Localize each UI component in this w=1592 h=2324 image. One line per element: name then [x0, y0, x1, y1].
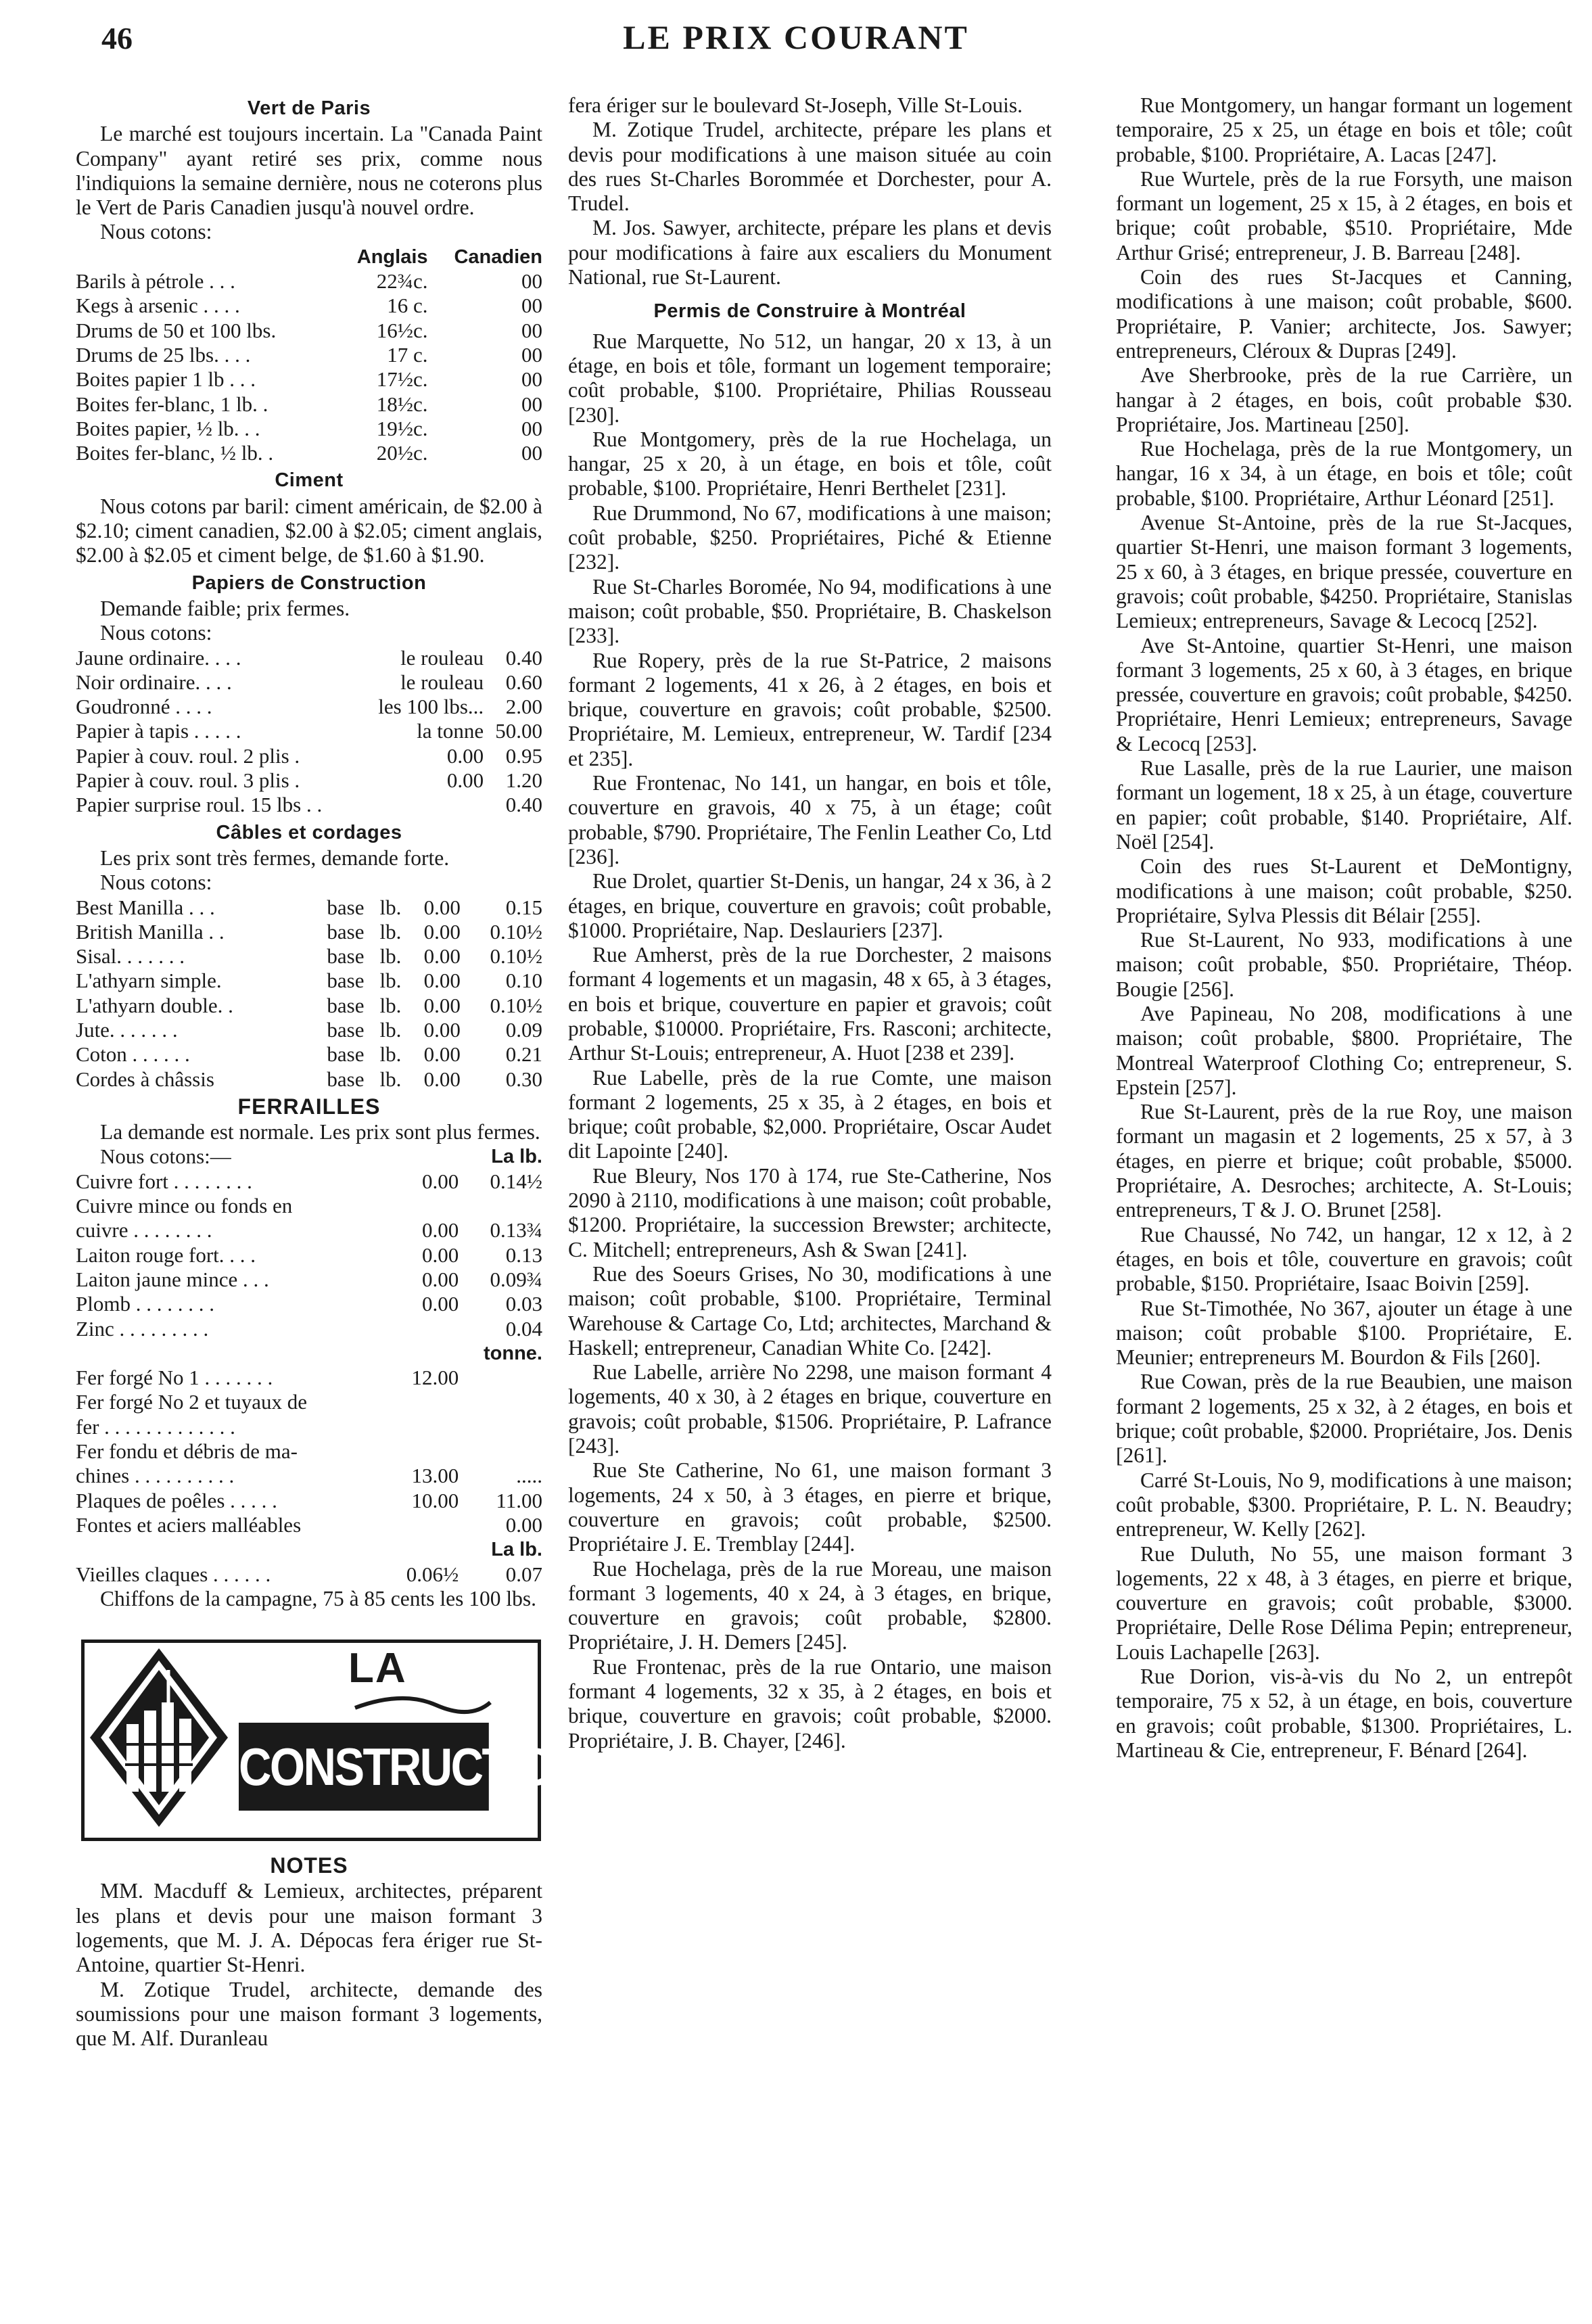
price-min: 0.00 — [421, 1292, 459, 1316]
price-row — [76, 1067, 542, 1092]
price-max: 0.13¾ — [490, 1218, 542, 1242]
price-canadien: 00 — [521, 294, 542, 318]
price-min — [383, 1439, 459, 1464]
product-label: fer . . . . . . . . . . . . . — [76, 1414, 235, 1439]
price-canadien: 00 — [521, 318, 542, 342]
permit-entry: Rue St-Laurent, No 933, modifications à une maison; coût probable, $50. Propriétaire, Théop. Bougie [256]. — [1116, 928, 1572, 1001]
product-label: Papier à tapis . . . . . — [76, 719, 241, 743]
permit-entry: Rue Drummond, No 67, modifications à une maison; coût probable, $250. Propriétaires, Piché & Etienne [232]. — [568, 501, 1052, 574]
price-row — [76, 343, 542, 367]
price-value: 50.00 — [495, 719, 542, 743]
product-label: Fer fondu et débris de ma- — [76, 1439, 298, 1464]
price-base: base — [327, 1017, 365, 1042]
product-label: Papier à couv. roul. 2 plis . — [76, 743, 300, 768]
section-heading-permis: Permis de Construire à Montréal — [653, 300, 966, 323]
price-unit: lb. — [379, 1042, 402, 1067]
ferrailles-lb2-header — [76, 1537, 542, 1562]
nous-cotons-label: Nous cotons: — [100, 220, 212, 244]
price-anglais: 18½c. — [376, 392, 428, 416]
price-base: base — [327, 1042, 365, 1067]
price-unit: lb. — [379, 993, 402, 1017]
papiers-text: Demande faible; prix fermes. — [100, 596, 350, 620]
section-heading-ferrailles: FERRAILLES — [237, 1094, 381, 1119]
price-min: 13.00 — [411, 1464, 459, 1488]
product-label: Jaune ordinaire. . . . — [76, 645, 241, 670]
notes-continuation: fera ériger sur le boulevard St-Joseph, Ville St-Louis. — [568, 93, 1023, 117]
price-row — [76, 1218, 542, 1242]
price-max: 0.09¾ — [490, 1267, 542, 1291]
price-canadien: 00 — [521, 342, 542, 367]
price-row — [76, 1562, 542, 1587]
permit-entry: Rue Labelle, arrière No 2298, une maison formant 4 logements, 40 x 30, à 2 étages en brique, couverture en gravois; coût probable, $1506. Propriétaire, P. Lafrance [243]. — [568, 1360, 1052, 1458]
price-max: 0.10½ — [490, 944, 542, 969]
permit-entry: Coin des rues St-Jacques et Canning, modifications à une maison; coût probable, $600. Propriétaire, P. Vanier; architecte, Jos. Sawyer; entrepreneurs, Cléroux & Dupras [249]. — [1116, 265, 1572, 363]
price-max: 0.03 — [505, 1292, 542, 1316]
price-min: 0.00 — [421, 1169, 459, 1193]
vert-table-header — [76, 245, 542, 269]
price-min: 0.00 — [423, 895, 461, 919]
permit-entry: Rue St-Charles Boromée, No 94, modifications à une maison; coût probable, $50. Propriétaire, B. Chaskelson [233]. — [568, 574, 1052, 648]
unit-la-lb: La lb. — [491, 1539, 542, 1561]
product-label: British Manilla . . — [76, 919, 225, 944]
product-label: Kegs à arsenic . . . . — [76, 294, 240, 318]
price-row — [76, 1169, 542, 1194]
price-row — [76, 1243, 542, 1268]
price-row — [76, 1018, 542, 1042]
price-row — [76, 1489, 542, 1513]
price-row — [76, 793, 542, 817]
product-label: L'athyarn simple. — [76, 969, 222, 993]
price-unit: lb. — [379, 969, 402, 993]
price-max — [459, 1390, 542, 1414]
column-anglais-header: Anglais — [356, 246, 428, 268]
permit-entry: Rue Duluth, No 55, une maison formant 3 logements, 22 x 48, à 3 étages, en pierre et brique, couverture en gravois; coût probable, $3000. Propriétaire, Delle Rose Délima Pepin; entrepreneur, Louis Lachapelle [263]. — [1116, 1541, 1572, 1664]
price-min: 0.00 — [423, 1067, 461, 1091]
column-permits-continued — [1116, 93, 1572, 1763]
price-row — [76, 441, 542, 465]
permit-entry: Rue Montgomery, près de la rue Hochelaga, un hangar, 25 x 20, à un étage, en bois et tôle, coût probable, $100. Propriétaire, Henri Berthelet [231]. — [568, 427, 1052, 501]
product-label: Drums de 25 lbs. . . . — [76, 342, 251, 367]
permit-entry: Rue Montgomery, un hangar formant un logement temporaire, 25 x 25, un étage en bois et tôle; coût probable, $100. Propriétaire, A. Lacas [247]. — [1116, 93, 1572, 166]
price-row — [76, 920, 542, 944]
price-unit: lb. — [379, 1017, 402, 1042]
product-label: Noir ordinaire. . . . — [76, 670, 232, 694]
permit-entry: Coin des rues St-Laurent et DeMontigny, modifications à une maison; coût probable, $250. Propriétaire, Sylva Plessis dit Bélair [255]. — [1116, 854, 1572, 927]
price-max: 0.13 — [505, 1242, 542, 1267]
section-heading-notes: NOTES — [270, 1853, 348, 1878]
product-label: Cordes à châssis — [76, 1067, 214, 1091]
price-max — [459, 1194, 542, 1218]
price-unit: lb. — [379, 1067, 402, 1091]
nous-cotons-label: Nous cotons:— — [100, 1144, 231, 1169]
price-min: 10.00 — [411, 1488, 459, 1512]
notes-paragraph: M. Zotique Trudel, architecte, prépare les plans et devis pour modifications à une maison située au coin des rues St-Charles Borommée et Dorchester, pour A. Trudel. — [568, 118, 1052, 216]
price-row — [76, 269, 542, 294]
price-row — [76, 1042, 542, 1067]
price-max: 0.14½ — [490, 1169, 542, 1193]
price-anglais: 16 c. — [387, 294, 428, 318]
price-min — [383, 1513, 459, 1537]
price-row — [76, 392, 542, 417]
price-row — [76, 1366, 542, 1390]
cables-table — [76, 896, 542, 1092]
price-anglais: 22¾c. — [376, 269, 428, 294]
price-min: 0.00 — [423, 919, 461, 944]
product-label: cuivre . . . . . . . . — [76, 1218, 212, 1242]
price-anglais: 17½c. — [376, 367, 428, 392]
product-label: Papier à couv. roul. 3 plis . — [76, 768, 300, 793]
price-min: 12.00 — [411, 1366, 459, 1390]
permit-entry: Rue Amherst, près de la rue Dorchester, 2 maisons formant 4 logements et un magasin, 48 x 65, à 3 étages, en bois et brique, couverture en papier et gravois; coût probable, $10000. Propriétaire, Frs. Rasconi; architecte, Arthur St-Louis; entrepreneur, A. Huot [238 et 239]. — [568, 943, 1052, 1065]
vert-de-paris-table — [76, 245, 542, 466]
price-max: 0.10½ — [490, 993, 542, 1017]
price-base: base — [327, 919, 365, 944]
price-row — [76, 994, 542, 1018]
permit-entry: Ave St-Antoine, quartier St-Henri, une maison formant 3 logements, 25 x 60, à 3 étages, en brique pressée, couverture en gravois; coût probable, $4250. Propriétaire, Henri Lemieux; entrepreneurs, Savage & Lecocq [253]. — [1116, 633, 1572, 756]
product-label: Best Manilla . . . — [76, 895, 215, 919]
price-anglais: 19½c. — [376, 416, 428, 440]
ad-construction-text: CONSTRUCTION — [239, 1723, 489, 1811]
product-label: Plaques de poêles . . . . . — [76, 1488, 277, 1512]
price-row — [76, 896, 542, 920]
price-anglais: 17 c. — [387, 342, 428, 367]
section-heading-vert-de-paris: Vert de Paris — [247, 97, 371, 119]
ferrailles-header-row — [76, 1144, 542, 1169]
product-label: Goudronné . . . . — [76, 695, 212, 719]
price-max: 0.09 — [505, 1017, 542, 1042]
ferrailles-table — [76, 1144, 542, 1586]
price-unit: lb. — [379, 919, 402, 944]
permit-entry: Rue St-Timothée, No 367, ajouter un étage à une maison; coût probable $100. Propriétaire, E. Meunier; entrepreneurs M. Bourdon & Fils [260]. — [1116, 1296, 1572, 1370]
product-label: Drums de 50 et 100 lbs. — [76, 318, 277, 342]
nous-cotons-label: Nous cotons: — [100, 621, 212, 645]
price-max: 11.00 — [496, 1488, 542, 1512]
product-label: Vieilles claques . . . . . . — [76, 1562, 271, 1586]
vert-de-paris-text: Le marché est toujours incertain. La "Canada Paint Company" ayant retiré ses prix, comme nous l'indiquions la semaine dernière, nous ne coterons plus le Vert de Paris Canadien jusqu'à nouvel ordre. — [76, 122, 542, 220]
la-construction-advertisement — [81, 1640, 584, 1841]
price-min — [383, 1415, 459, 1439]
price-row — [76, 294, 542, 318]
price-max: ..... — [516, 1464, 542, 1488]
permit-list — [1116, 93, 1572, 1763]
price-row — [76, 646, 542, 670]
notes-paragraph: MM. Macduff & Lemieux, architectes, préparent les plans et devis pour une maison formant 3 logements, que M. J. A. Dépocas fera ériger rue St-Antoine, quartier St-Henri. — [76, 1879, 542, 1977]
price-unit: lb. — [379, 944, 402, 969]
permit-entry: Rue Dorion, vis-à-vis du No 2, un entrepôt temporaire, 75 x 52, à un étage, en bois, couverture en gravois; coût probable, $1300. Propriétaires, L. Martineau & Cie, entrepreneur, F. Bénard [264]. — [1116, 1665, 1572, 1762]
price-max — [459, 1439, 542, 1464]
price-row — [76, 1268, 542, 1292]
permit-entry: Rue Lasalle, près de la rue Laurier, une maison formant un logement, 18 x 25, à un étage, couverture en papier; coût probable, $140. Propriétaire, Alf. Noël [254]. — [1116, 756, 1572, 854]
price-min — [383, 1317, 459, 1341]
price-row — [76, 1513, 542, 1537]
price-min: 0.00 — [421, 1267, 459, 1291]
permit-entry: Rue Frontenac, près de la rue Ontario, une maison formant 4 logements, 32 x 35, à 2 étages, en bois et brique, couverture en gravois; coût probable, $2000. Propriétaire, J. B. Chayer, [246]. — [568, 1654, 1052, 1752]
product-label: Jute. . . . . . . — [76, 1017, 178, 1042]
product-label: Plomb . . . . . . . . — [76, 1292, 214, 1316]
price-row — [76, 319, 542, 343]
cables-text: Les prix sont très fermes, demande forte. — [100, 845, 450, 870]
product-label: Sisal. . . . . . . — [76, 944, 185, 969]
papiers-table — [76, 646, 542, 818]
price-row — [76, 367, 542, 392]
price-unit: 0.00 — [446, 768, 484, 793]
price-row — [76, 1415, 542, 1439]
ferrailles-tonne-header — [76, 1341, 542, 1366]
product-label: Zinc . . . . . . . . . — [76, 1316, 209, 1341]
price-unit: le rouleau — [400, 645, 484, 670]
product-label: Boites papier, ½ lb. . . — [76, 416, 260, 440]
permit-entry: Avenue St-Antoine, près de la rue St-Jacques, quartier St-Henri, une maison formant 3 logements, 25 x 60, à 3 étages, en brique pressée, couverture en gravois; coût probable, $4250. Propriétaire, Stanislas Lemieux; entrepreneurs, Savage & Lecocq [252]. — [1116, 511, 1572, 633]
price-min — [383, 1390, 459, 1414]
price-row — [76, 719, 542, 743]
product-label: Laiton jaune mince . . . — [76, 1267, 269, 1291]
price-unit: lb. — [379, 895, 402, 919]
price-value: 1.20 — [505, 768, 542, 793]
price-unit: 0.00 — [446, 743, 484, 768]
price-base: base — [327, 1067, 365, 1091]
price-max: 0.21 — [505, 1042, 542, 1067]
page-header — [0, 0, 1592, 74]
product-label: Cuivre fort . . . . . . . . — [76, 1169, 252, 1193]
price-max: 0.04 — [505, 1316, 542, 1341]
permit-entry: Rue Ste Catherine, No 61, une maison formant 3 logements, 24 x 50, à 3 étages, en pierre et brique, couverture en gravois; coût probable, $2500. Propriétaire J. E. Tremblay [244]. — [568, 1458, 1052, 1556]
price-canadien: 00 — [521, 269, 542, 294]
ad-la-text: LA — [348, 1645, 407, 1692]
price-base: base — [327, 969, 365, 993]
price-unit: la tonne — [417, 719, 484, 743]
running-title: LE PRIX COURANT — [623, 18, 969, 56]
section-heading-papiers: Papiers de Construction — [191, 572, 427, 594]
price-min: 0.00 — [421, 1242, 459, 1267]
product-label: Boites fer-blanc, 1 lb. . — [76, 392, 268, 416]
product-label: Boites papier 1 lb . . . — [76, 367, 256, 392]
column-notes-permits — [568, 93, 1052, 1753]
price-base: base — [327, 895, 365, 919]
price-min: 0.00 — [423, 993, 461, 1017]
price-min: 0.00 — [423, 944, 461, 969]
price-row — [76, 768, 542, 793]
chiffons-text: Chiffons de la campagne, 75 à 85 cents les 100 lbs. — [100, 1586, 537, 1610]
ferrailles-text: La demande est normale. Les prix sont plus fermes. — [100, 1120, 540, 1144]
price-row — [76, 1194, 542, 1218]
permit-entry: Ave Sherbrooke, près de la rue Carrière, un hangar à 2 étages, en bois, coût probable $30. Propriétaire, Jos. Martineau [250]. — [1116, 363, 1572, 436]
price-row — [76, 1292, 542, 1316]
permit-list — [568, 329, 1052, 1753]
permit-entry: Carré St-Louis, No 9, modifications à une maison; coût probable, $300. Propriétaire, P. L. N. Beaudry; entrepreneur, W. Kelly [262]. — [1116, 1468, 1572, 1541]
column-prices — [76, 93, 584, 2051]
price-row — [76, 969, 542, 993]
price-min — [383, 1194, 459, 1218]
price-anglais: 16½c. — [376, 318, 428, 342]
section-heading-ciment: Ciment — [275, 469, 344, 492]
permit-entry: Rue Wurtele, près de la rue Forsyth, une maison formant un logement, 25 x 15, à 2 étages, en bois et brique; coût probable, $510. Propriétaire, Mde Arthur Grisé; entrepreneur, J. B. Barreau [248]. — [1116, 166, 1572, 264]
nous-cotons-label: Nous cotons: — [100, 870, 212, 895]
product-label: Fer forgé No 2 et tuyaux de — [76, 1390, 308, 1414]
product-label: Laiton rouge fort. . . . — [76, 1242, 256, 1267]
price-max: 0.10½ — [490, 919, 542, 944]
product-label: Fontes et aciers malléables — [76, 1512, 302, 1537]
unit-tonne: tonne. — [484, 1342, 542, 1364]
price-min: 0.00 — [423, 969, 461, 993]
price-row — [76, 1317, 542, 1341]
permit-entry: Rue Frontenac, No 141, un hangar, en bois et tôle, couverture en gravois, 40 x 75, à un étage; coût probable, $790. Propriétaire, The Fenlin Leather Co, Ltd [236]. — [568, 771, 1052, 868]
price-row — [76, 1464, 542, 1488]
price-base: base — [327, 944, 365, 969]
ciment-text: Nous cotons par baril: ciment américain, de $2.00 à $2.10; ciment canadien, $2.00 à $2.05; ciment anglais, $2.00 à $2.05 et ciment belge, de $1.60 à $1.90. — [76, 494, 542, 567]
price-row — [76, 1390, 542, 1414]
price-min: 0.00 — [421, 1218, 459, 1242]
price-row — [76, 744, 542, 768]
permit-entry: Rue Hochelaga, près de la rue Montgomery, un hangar, 16 x 34, à un étage, en bois et tôle; coût probable, $100. Propriétaire, Arthur Léonard [251]. — [1116, 437, 1572, 510]
product-label: Papier surprise roul. 15 lbs . . — [76, 793, 323, 817]
permit-entry: Rue Drolet, quartier St-Denis, un hangar, 24 x 36, à 2 étages, en brique, couverture en gravois; coût probable, $1000. Propriétaire, Nap. Deslauriers [237]. — [568, 869, 1052, 942]
price-min: 0.00 — [423, 1017, 461, 1042]
price-max — [459, 1366, 542, 1390]
price-row — [76, 417, 542, 441]
price-min: 0.00 — [423, 1042, 461, 1067]
unit-la-lb: La lb. — [491, 1146, 542, 1168]
price-canadien: 00 — [521, 441, 542, 465]
price-max: 0.07 — [505, 1562, 542, 1586]
price-row — [76, 1439, 542, 1464]
price-anglais: 20½c. — [376, 441, 428, 465]
price-value: 2.00 — [505, 695, 542, 719]
product-label: Cuivre mince ou fonds en — [76, 1194, 293, 1218]
product-label: chines . . . . . . . . . . — [76, 1464, 235, 1488]
product-label: Boites fer-blanc, ½ lb. . — [76, 441, 274, 465]
price-min: 0.06½ — [406, 1562, 459, 1586]
price-max: 0.15 — [505, 895, 542, 919]
permit-entry: Rue Ropery, près de la rue St-Patrice, 2 maisons formant 2 logements, 41 x 26, à 2 étages, en bois et brique, couverture en gravois; coût probable, $2500. Propriétaire, M. Lemieux, entrepreneur, W. Tardif [234 et 235]. — [568, 648, 1052, 770]
price-value: 0.40 — [505, 645, 542, 670]
permit-entry: Rue Labelle, près de la rue Comte, une maison formant 2 logements, 25 x 35, à 2 étages, en bois et brique; coût probable, $2,000. Propriétaire, Oscar Audet dit Lapointe [240]. — [568, 1065, 1052, 1163]
price-base: base — [327, 993, 365, 1017]
price-max: 0.00 — [505, 1512, 542, 1537]
permit-entry: Rue des Soeurs Grises, No 30, modifications à une maison; coût probable, $100. Propriétaire, Terminal Warehouse & Cartage Co, Ltd; architectes, Marchand & Haskell; entrepreneur, Canadian White Co. [242]. — [568, 1261, 1052, 1359]
price-canadien: 00 — [521, 367, 542, 392]
price-max: 0.30 — [505, 1067, 542, 1091]
price-value: 0.40 — [505, 793, 542, 817]
product-label: Barils à pétrole . . . — [76, 269, 235, 294]
product-label: Fer forgé No 1 . . . . . . . — [76, 1366, 273, 1390]
product-label: L'athyarn double. . — [76, 993, 233, 1017]
price-row — [76, 944, 542, 969]
permit-entry: Rue Marquette, No 512, un hangar, 20 x 13, à un étage, en bois et tôle, formant un logement temporaire; coût probable, $100. Propriétaire, Philias Rousseau [230]. — [568, 329, 1052, 427]
section-heading-cables: Câbles et cordages — [216, 821, 402, 843]
price-canadien: 00 — [521, 392, 542, 416]
price-unit — [358, 793, 484, 817]
price-row — [76, 695, 542, 719]
price-value: 0.95 — [505, 743, 542, 768]
permit-entry: Rue Chaussé, No 742, un hangar, 12 x 12, à 2 étages, en bois et tôle, couverture en gravois; coût probable, $150. Propriétaire, Isaac Boivin [259]. — [1116, 1222, 1572, 1296]
notes-paragraph: M. Jos. Sawyer, architecte, prépare les plans et devis pour modifications à faire aux escaliers du Monument National, rue St-Laurent. — [568, 216, 1052, 289]
notes-paragraph: M. Zotique Trudel, architecte, demande des soumissions pour une maison formant 3 logements, que M. Alf. Duranleau — [76, 1977, 542, 2051]
permit-entry: Rue St-Laurent, près de la rue Roy, une maison formant un magasin et 2 logements, 25 x 57, à 3 étages, en pierre et brique; coût probable, $5000. Propriétaire, A. Desroches; architecte, A. St-Louis; entrepreneurs, T & J. O. Brunet [258]. — [1116, 1100, 1572, 1222]
price-unit: le rouleau — [400, 670, 484, 694]
permit-entry: Ave Papineau, No 208, modifications à une maison; coût probable, $800. Propriétaire, The Montreal Waterproof Clothing Co; entrepreneur, S. Epstein [257]. — [1116, 1001, 1572, 1099]
permit-entry: Rue Bleury, Nos 170 à 174, rue Ste-Catherine, Nos 2090 à 2110, modifications à une maison; coût probable, $1200. Propriétaire, la succession Brewster; architecte, C. Mitchell; entrepreneurs, Ash & Swan [241]. — [568, 1163, 1052, 1261]
price-max: 0.10 — [505, 969, 542, 993]
price-row — [76, 670, 542, 695]
column-canadien-header: Canadien — [454, 246, 542, 268]
permit-entry: Rue Hochelaga, près de la rue Moreau, une maison formant 3 logements, 40 x 24, à 3 étages, en brique, couverture en gravois; coût probable, $2800. Propriétaire, J. H. Demers [245]. — [568, 1556, 1052, 1654]
price-unit: les 100 lbs... — [378, 695, 484, 719]
product-label: Coton . . . . . . — [76, 1042, 190, 1067]
permit-entry: Rue Cowan, près de la rue Beaubien, une maison formant 2 logements, 25 x 32, à 2 étages, en bois et brique; coût probable, $2000. Propriétaire, Jos. Denis [261]. — [1116, 1370, 1572, 1468]
page-number: 46 — [101, 21, 133, 55]
price-canadien: 00 — [521, 416, 542, 440]
price-max — [459, 1415, 542, 1439]
price-value: 0.60 — [505, 670, 542, 694]
